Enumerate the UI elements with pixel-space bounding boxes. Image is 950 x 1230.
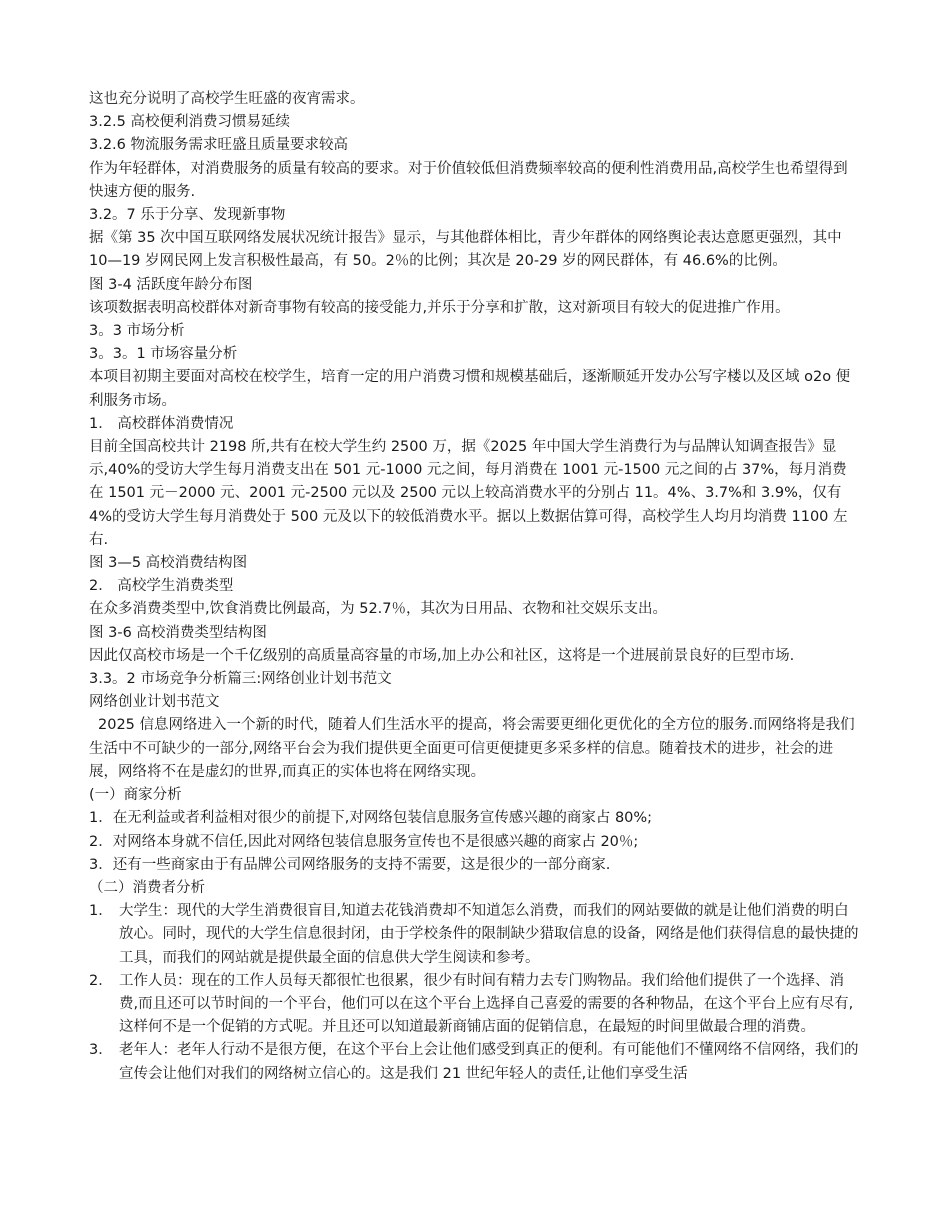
list-text: 工作人员：现在的工作人员每天都很忙也很累，很少有时间有精力去专门购物品。我们给他们提供了一个选择、消费,而且还可以节时间的一个平台，他们可以在这个平台上选择自己喜爱的需要的各种物品，在这个平台上应有尽有,这样何不是一个促销的方式呢。并且还可以知道最新商铺店面的促销信息，在最短的时间里做最合理的消费。 bbox=[119, 972, 854, 1036]
list-item: 2．对网络本身就不信任,因此对网络包装信息服务宣传也不是很感兴趣的商家占 20％; bbox=[89, 833, 639, 850]
list-item bbox=[89, 970, 861, 1040]
paragraph: 据《第 35 次中国互联网络发展状况统计报告》显示，与其他群体相比，青少年群体的网络舆论表达意愿更强烈，其中 10—19 岁网民网上发言积极性最高，有 50。2％的比例；其次是 20-29 岁的网民群体，有 46.6%的比例。 bbox=[89, 230, 842, 270]
section-heading: 3.2.6 物流服务需求旺盛且质量要求较高 bbox=[89, 137, 349, 154]
section-heading: 3.3。2 市场竞争分析篇三:网络创业计划书范文 bbox=[89, 671, 392, 688]
list-item: 1．在无利益或者利益相对很少的前提下,对网络包装信息服务宣传感兴趣的商家占 80%; bbox=[89, 810, 653, 827]
list-number: 2． bbox=[89, 972, 113, 989]
document-title: 网络创业计划书范文 bbox=[89, 694, 220, 711]
subheading: (一）商家分析 bbox=[89, 787, 182, 804]
list-number: 1． bbox=[89, 903, 113, 920]
list-item bbox=[89, 1039, 861, 1085]
list-item bbox=[89, 900, 861, 970]
section-heading: 3.2。7 乐于分享、发现新事物 bbox=[89, 207, 286, 224]
figure-caption: 图 3-6 高校消费类型结构图 bbox=[89, 624, 267, 641]
paragraph: 本项目初期主要面对高校在校学生，培育一定的用户消费习惯和规模基础后，逐渐顺延开发办公写字楼以及区域 o2o 便利服务市场。 bbox=[89, 369, 851, 409]
list-item: 3．还有一些商家由于有品牌公司网络服务的支持不需要，这是很少的一部分商家. bbox=[89, 856, 611, 873]
paragraph: 因此仅高校市场是一个千亿级别的高质量高容量的市场,加上办公和社区，这将是一个进展前景良好的巨型市场. bbox=[89, 647, 795, 664]
list-text: 大学生：现代的大学生消费很盲目,知道去花钱消费却不知道怎么消费，而我们的网站要做的就是让他们消费的明白放心。同时，现代的大学生信息很封闭，由于学校条件的限制缺少猎取信息的设备，网络是他们获得信息的最快捷的工具，而我们的网站就是提供最全面的信息供大学生阅读和参考。 bbox=[119, 903, 859, 966]
paragraph: 2025 信息网络进入一个新的时代，随着人们生活水平的提高，将会需要更细化更优化的全方位的服务.而网络将是我们生活中不可缺少的一部分,网络平台会为我们提供更全面更可信更便捷更多采多样的信息。随着技术的进步，社会的进展，网络将不在是虚幻的世界,而真正的实体也将在网络实现。 bbox=[89, 717, 855, 780]
list-text: 老年人：老年人行动不是很方便，在这个平台上会让他们感受到真正的便利。有可能他们不懂网络不信网络，我们的宣传会让他们对我们的网络树立信心的。这是我们 21 世纪年轻人的责任,让他们享受生活 bbox=[119, 1042, 859, 1082]
figure-caption: 图 3-4 活跃度年龄分布图 bbox=[89, 276, 253, 293]
list-number: 3． bbox=[89, 1042, 113, 1059]
section-heading: 3。3 市场分析 bbox=[89, 323, 185, 340]
subheading: 1． 高校群体消费情况 bbox=[89, 415, 234, 432]
paragraph: 该项数据表明高校群体对新奇事物有较高的接受能力,并乐于分享和扩散，这对新项目有较大的促进推广作用。 bbox=[89, 299, 790, 316]
section-heading: 3。3。1 市场容量分析 bbox=[89, 346, 238, 363]
figure-caption: 图 3—5 高校消费结构图 bbox=[89, 555, 248, 572]
paragraph: 在众多消费类型中,饮食消费比例最高，为 52.7％，其次为日用品、衣物和社交娱乐支出。 bbox=[89, 601, 667, 618]
subheading: （二）消费者分析 bbox=[89, 879, 205, 896]
paragraph: 作为年轻群体，对消费服务的质量有较高的要求。对于价值较低但消费频率较高的便利性消费用品,高校学生也希望得到快速方便的服务. bbox=[89, 160, 848, 200]
document-body bbox=[89, 88, 861, 1086]
paragraph: 这也充分说明了高校学生旺盛的夜宵需求。 bbox=[89, 91, 365, 107]
subheading: 2． 高校学生消费类型 bbox=[89, 578, 234, 595]
paragraph: 目前全国高校共计 2198 所,共有在校大学生约 2500 万，据《2025 年中国大学生消费行为与品牌认知调查报告》显示,40%的受访大学生每月消费支出在 501 元-1000 元之间，每月消费在 1001 元-1500 元之间的占 37%，每月消费在 1501 元－2000 元、2001 元-2500 元以及 2500 元以上较高消费水平的分别占 11。4%、3.7%和 3.9%，仅有 4%的受访大学生每月消费处于 500 元及以下的较低消费水平。据以上数据估算可得，高校学生人均月均消费 1100 左右. bbox=[89, 439, 848, 548]
section-heading: 3.2.5 高校便利消费习惯易延续 bbox=[89, 114, 291, 131]
